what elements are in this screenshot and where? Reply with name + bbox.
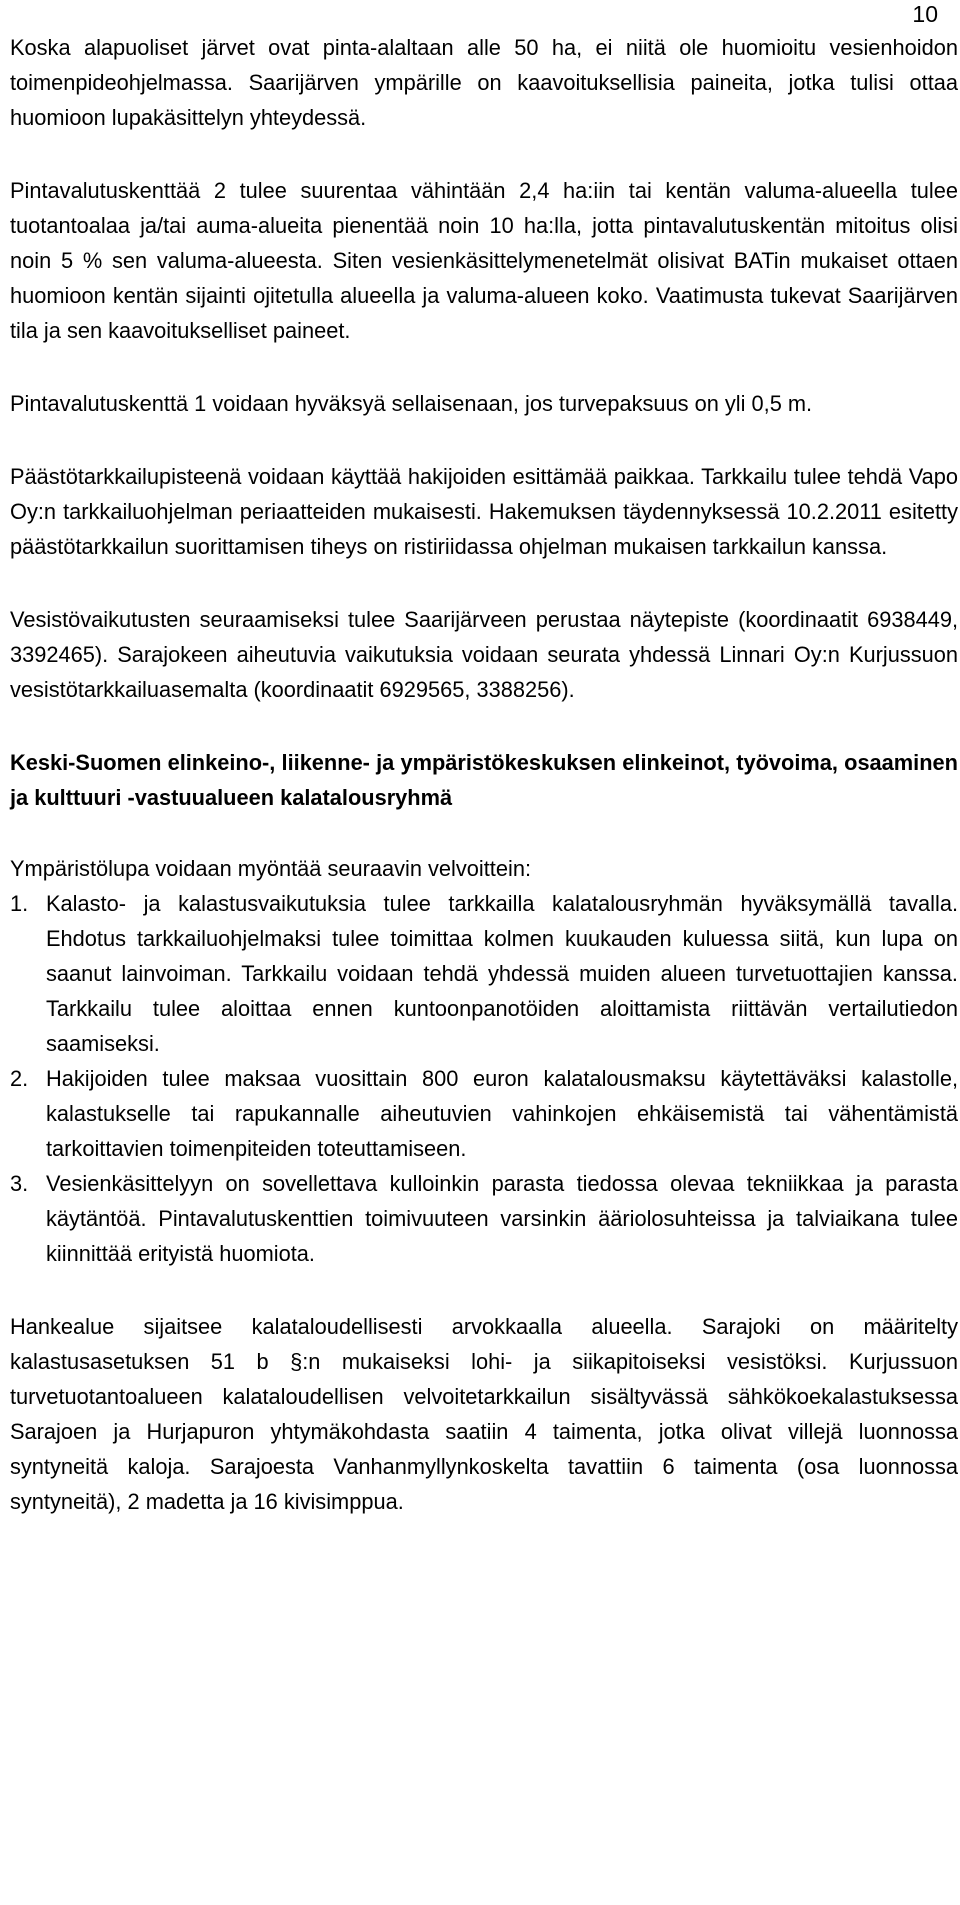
document-body: [10, 30, 958, 1557]
obligations-list: [10, 886, 958, 1271]
list-item-text: Hakijoiden tulee maksaa vuosittain 800 euron kalatalousmaksu käytettäväksi kalastolle, kalastukselle tai rapukannalle aiheutuvien vahinkojen ehkäisemistä tai vähentämistä tarkoittavien toimenpiteiden toteuttamiseen.: [46, 1066, 958, 1161]
list-item: [10, 1166, 958, 1271]
list-item-number: 2.: [10, 1066, 29, 1091]
list-item: [10, 886, 958, 1061]
list-item-text: Kalasto- ja kalastusvaikutuksia tulee tarkkailla kalatalousryhmän hyväksymällä tavalla. Ehdotus tarkkailuohjelmaksi tulee toimittaa kolmen kuukauden kuluessa siitä, kun lupa on saanut lainvoiman. Tarkkailu voidaan tehdä yhdessä muiden alueen turvetuottajien kanssa. Tarkkailu tulee aloittaa ennen kuntoonpanotöiden aloittamista riittävän vertailutiedon saamiseksi.: [46, 891, 958, 1056]
paragraph-field-2-enlargement: Pintavalutuskenttää 2 tulee suurentaa vähintään 2,4 ha:iin tai kentän valuma-alueella tulee tuotantoalaa ja/tai auma-alueita pienentää noin 10 ha:lla, jotta pintavalutuskentän mitoitus olisi noin 5 % sen valuma-alueesta. Siten vesienkäsittelymenetelmät olisivat BATin mukaiset ottaen huomioon kentän sijainti ojitetulla alueella ja valuma-alueen koko. Vaatimusta tukevat Saarijärven tila ja sen kaavoitukselliset paineet.: [10, 178, 958, 343]
paragraph-field-1-approval: Pintavalutuskenttä 1 voidaan hyväksyä sellaisenaan, jos turvepaksuus on yli 0,5 m.: [10, 391, 813, 416]
section-heading: Keski-Suomen elinkeino-, liikenne- ja ympäristökeskuksen elinkeinot, työvoima, osaaminen ja kulttuuri -vastuualueen kalatalousryhmä: [10, 750, 958, 810]
list-item-text: Vesienkäsittelyyn on sovellettava kulloinkin parasta tiedossa olevaa tekniikkaa ja parasta käytäntöä. Pintavalutuskenttien toimivuuteen varsinkin ääriolosuhteissa ja talviaikana tulee kiinnittää erityistä huomiota.: [46, 1171, 958, 1266]
paragraph-water-impact-monitoring: Vesistövaikutusten seuraamiseksi tulee Saarijärveen perustaa näytepiste (koordinaatit 6938449, 3392465). Sarajokeen aiheutuvia vaikutuksia voidaan seurata yhdessä Linnari Oy:n Kurjussuon vesistötarkkailuasemalta (koordinaatit 6929565, 3388256).: [10, 607, 958, 702]
list-item-number: 1.: [10, 891, 29, 916]
page-number: 10: [912, 1, 938, 27]
paragraph-emission-monitoring: Päästötarkkailupisteenä voidaan käyttää hakijoiden esittämää paikkaa. Tarkkailu tulee tehdä Vapo Oy:n tarkkailuohjelman periaatteiden mukaisesti. Hakemuksen täydennyksessä 10.2.2011 esitetty päästötarkkailun suorittamisen tiheys on ristiriidassa ohjelman mukaisen tarkkailun kanssa.: [10, 464, 958, 559]
list-intro: Ympäristölupa voidaan myöntää seuraavin velvoittein:: [10, 856, 531, 881]
list-item: [10, 1061, 958, 1166]
list-item-number: 3.: [10, 1171, 29, 1196]
paragraph-lake-pressures: Koska alapuoliset järvet ovat pinta-alaltaan alle 50 ha, ei niitä ole huomioitu vesienhoidon toimenpideohjelmassa. Saarijärven ympärille on kaavoituksellisia paineita, jotka tulisi ottaa huomioon lupakäsittelyn yhteydessä.: [10, 35, 958, 130]
paragraph-fishery-area: Hankealue sijaitsee kalataloudellisesti arvokkaalla alueella. Sarajoki on määritelty kalastusasetuksen 51 b §:n mukaiseksi lohi- ja siikapitoiseksi vesistöksi. Kurjussuon turvetuotantoalueen kalataloudellisen velvoitetarkkailun sisältyvässä sähkökoekalastuksessa Sarajoen ja Hurjapuron yhtymäkohdasta saatiin 4 taimenta, jotka olivat villejä luonnossa syntyneitä kaloja. Sarajoesta Vanhanmyllynkoskelta tavattiin 6 taimenta (osa luonnossa syntyneitä), 2 madetta ja 16 kivisimppua.: [10, 1314, 958, 1514]
